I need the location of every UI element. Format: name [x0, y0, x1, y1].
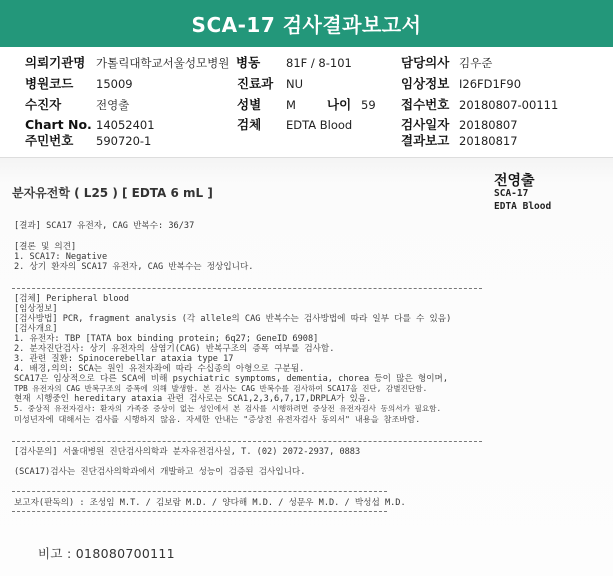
- receipt-no-value: 20180807-00111: [459, 98, 559, 112]
- overview-line-4: 4. 배경,의의: SCA는 원인 유전자좌에 따라 수십종의 아형으로 구분됨.: [14, 364, 305, 374]
- overview-line-7: 현재 시행중인 hereditary ataxia 관련 검사로는 SCA1,2,3,6,7,17,DRPLA가 있음.: [14, 394, 372, 404]
- hospital-code-label: 병원코드: [25, 76, 74, 91]
- requesting-org-value: 가톨릭대학교서울성모병원: [96, 56, 230, 70]
- overview-line-3: 3. 관련 질환: Spinocerebellar ataxia type 17: [14, 354, 234, 364]
- overview-heading: [검사개요]: [14, 324, 58, 334]
- patient-info-block: [0, 52, 613, 152]
- department-value: NU: [286, 77, 304, 91]
- specimen-value: EDTA Blood: [286, 118, 353, 132]
- method-line: [검사방법] PCR, fragment analysis (각 allele의 CAG 반복수는 검사방법에 따라 일부 다를 수 있음): [14, 314, 452, 324]
- patient-value: 전영출: [96, 98, 130, 112]
- receipt-no-label: 접수번호: [401, 97, 450, 112]
- test-date-label: 검사일자: [401, 117, 450, 132]
- clinical-info-line: [임상정보]: [14, 304, 58, 314]
- doctor-value: 김우준: [459, 56, 493, 70]
- overview-line-2: 2. 분자진단검사: 상기 유전자의 삼염기(CAG) 반복구조의 증폭 여부를 검사함.: [14, 344, 335, 354]
- requesting-org-label: 의뢰기관명: [25, 55, 86, 70]
- specimen-label: 검체: [237, 117, 262, 132]
- overview-line-1: 1. 유전자: TBP [TATA box binding protein; 6q27; GeneID 6908]: [14, 334, 319, 344]
- reporter-line: 보고자(판독의) : 조성임 M.T. / 김보람 M.D. / 양다해 M.D. / 성문우 M.D. / 박성섭 M.D.: [14, 498, 406, 508]
- scan-test-title: 분자유전학 ( L25 ) [ EDTA 6 mL ]: [12, 186, 213, 200]
- clinical-info-value: I26FD1F90: [459, 77, 522, 91]
- chart-no-label: Chart No.: [25, 117, 92, 132]
- sex-label: 성별: [237, 97, 262, 112]
- divider: [12, 491, 387, 492]
- scan-test-code: SCA-17: [494, 188, 529, 199]
- scan-specimen: EDTA Blood: [494, 201, 552, 212]
- report-date-value: 20180817: [459, 134, 518, 148]
- remark-line: 비고 : 018080700111: [38, 546, 175, 561]
- divider: [12, 288, 482, 289]
- conclusion-heading: [결론 및 의견]: [14, 242, 77, 252]
- scan-patient-name: 전영출: [494, 173, 535, 189]
- specimen-line: [검체] Peripheral blood: [14, 294, 129, 304]
- result-line: [결과] SCA17 유전자, CAG 반복수: 36/37: [14, 221, 195, 231]
- divider: [12, 441, 482, 442]
- developed-note: (SCA17)검사는 진단검사의학과에서 개발하고 성능이 검증된 검사입니다.: [14, 467, 306, 477]
- report-date-label: 결과보고: [401, 133, 450, 148]
- conclusion-line-1: 1. SCA17: Negative: [14, 252, 108, 262]
- doctor-label: 담당의사: [401, 55, 450, 70]
- clinical-info-label: 임상정보: [401, 76, 450, 91]
- overview-line-5: SCA17은 임상적으로 다른 SCA에 비해 psychiatric symptoms, dementia, chorea 등이 많은 형이며,: [14, 374, 448, 384]
- overview-line-9: 미성년자에 대해서는 검사를 시행하지 않음. 자세한 안내는 "증상전 유전자검사 동의서" 내용을 참조바람.: [14, 414, 421, 424]
- department-label: 진료과: [237, 76, 274, 91]
- report-title: SCA-17 검사결과보고서: [191, 13, 422, 37]
- divider: [12, 511, 387, 512]
- chart-no-value: 14052401: [96, 118, 155, 132]
- patient-label: 수진자: [25, 97, 62, 112]
- inquiry-line: [검사문의] 서울대병원 진단검사의학과 분자유전검사실, T. (02) 2072-2937, 0883: [14, 447, 361, 457]
- hospital-code-value: 15009: [96, 77, 133, 91]
- scanned-report: [0, 157, 613, 576]
- overview-line-8: 5. 중상적 유전자검사: 환자의 가족중 증상이 없는 성인에서 본 검사를 시행하려면 증상전 유전자검사 동의서가 필요함.: [14, 404, 442, 413]
- resident-no-value: 590720-1: [96, 134, 152, 148]
- report-title-bar: [0, 0, 613, 47]
- test-date-value: 20180807: [459, 118, 518, 132]
- age-label: 나이: [327, 97, 352, 112]
- ward-label: 병동: [236, 55, 261, 70]
- resident-no-label: 주민번호: [25, 133, 74, 148]
- sex-value: M: [286, 98, 296, 112]
- conclusion-line-2: 2. 상기 환자의 SCA17 유전자, CAG 반복수는 정상입니다.: [14, 262, 254, 272]
- overview-line-6: TPB 유전자의 CAG 반복구조의 증폭에 의해 발생함. 본 검사는 CAG 반복수를 검사하여 SCA17을 진단, 감별진단함.: [14, 384, 428, 393]
- ward-value: 81F / 8-101: [286, 56, 352, 70]
- age-value: 59: [361, 98, 376, 112]
